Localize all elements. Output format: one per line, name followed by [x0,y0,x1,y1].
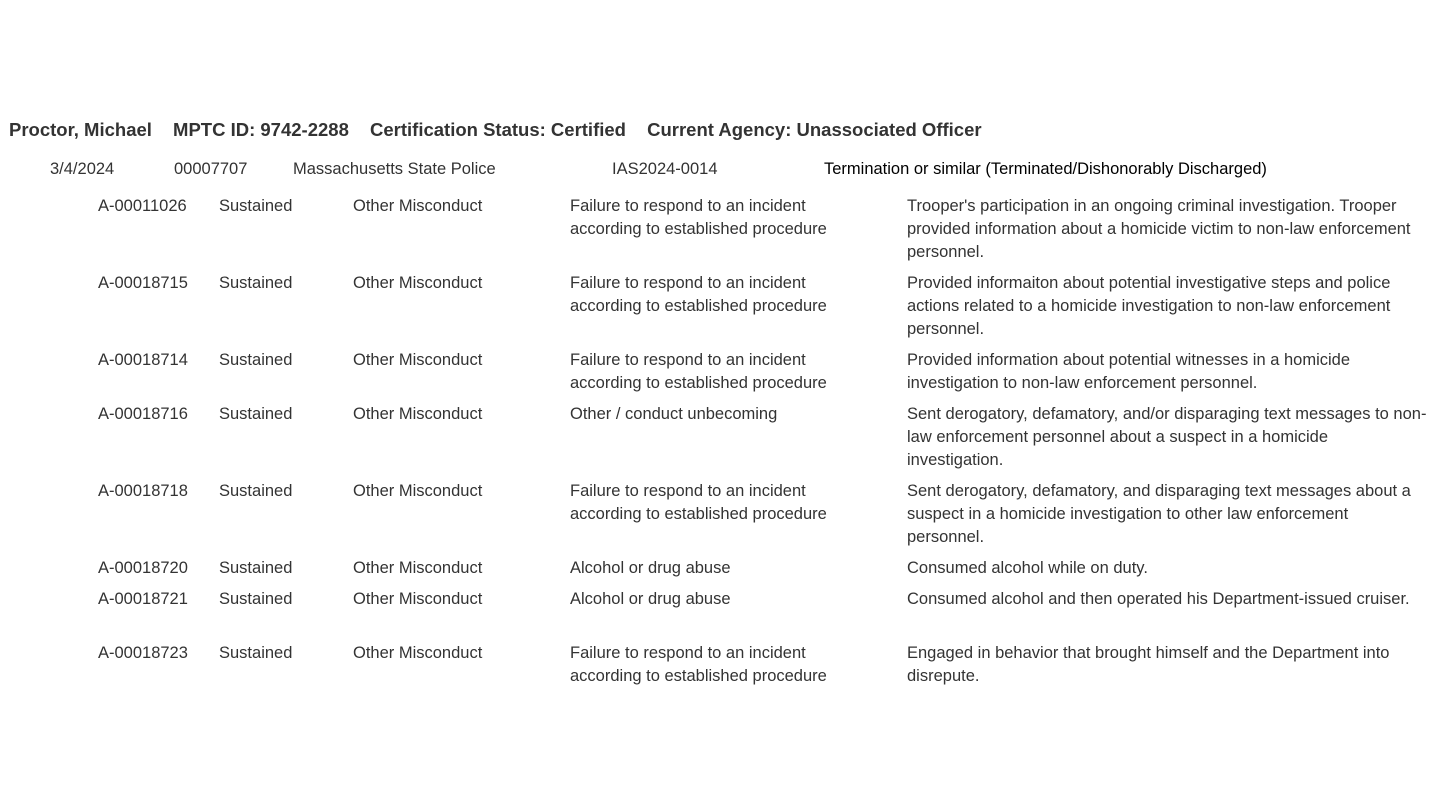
officer-name: Proctor, Michael [9,119,152,140]
ias-number: IAS2024-0014 [612,160,718,178]
allegation-description: Trooper's participation in an ongoing criminal investigation. Trooper provided information about a homicide victim to non-law enforcement personnel. [907,197,1411,261]
allegation-description: Provided information about potential witnesses in a homicide investigation to non-law enforcement personnel. [907,351,1351,392]
case-number: 00007707 [174,160,248,178]
allegation-type: Other Misconduct [353,559,483,577]
allegation-description: Consumed alcohol while on duty. [907,559,1148,577]
current-agency: Current Agency: Unassociated Officer [647,119,982,140]
mptc-id: MPTC ID: 9742-2288 [173,119,349,140]
case-row [0,160,1440,182]
allegation-id: A-00011026 [98,197,187,215]
allegation-type: Other Misconduct [353,590,483,608]
officer-header [9,119,998,141]
allegation-description: Engaged in behavior that brought himself and the Department into disrepute. [907,644,1390,685]
allegation-finding: Sustained [219,482,293,500]
allegation-category: Failure to respond to an incident according to established procedure [570,274,827,315]
allegation-finding: Sustained [219,197,293,215]
allegation-id: A-00018714 [98,351,188,369]
allegation-finding: Sustained [219,405,293,423]
allegation-category: Failure to respond to an incident according to established procedure [570,197,827,238]
allegation-category: Alcohol or drug abuse [570,559,731,577]
case-outcome: Termination or similar (Terminated/Dishonorably Discharged) [824,160,1267,178]
allegation-description: Sent derogatory, defamatory, and/or disparaging text messages to non-law enforcement personnel about a suspect in a homicide investigation. [907,405,1427,469]
allegation-finding: Sustained [219,644,293,662]
allegation-type: Other Misconduct [353,405,483,423]
allegation-type: Other Misconduct [353,644,483,662]
allegation-id: A-00018721 [98,590,188,608]
allegation-category: Alcohol or drug abuse [570,590,731,608]
allegation-id: A-00018718 [98,482,188,500]
case-date: 3/4/2024 [50,160,115,178]
allegation-description: Consumed alcohol and then operated his Department-issued cruiser. [907,590,1410,608]
allegation-id: A-00018723 [98,644,188,662]
allegation-type: Other Misconduct [353,274,483,292]
allegation-description: Sent derogatory, defamatory, and disparaging text messages about a suspect in a homicide investigation to other law enforcement personnel. [907,482,1411,546]
allegation-finding: Sustained [219,351,293,369]
allegation-category: Other / conduct unbecoming [570,405,778,423]
allegation-description: Provided informaiton about potential investigative steps and police actions related to a homicide investigation to non-law enforcement personnel. [907,274,1391,338]
allegation-category: Failure to respond to an incident according to established procedure [570,351,827,392]
allegation-type: Other Misconduct [353,351,483,369]
certification-status: Certification Status: Certified [370,119,626,140]
allegation-type: Other Misconduct [353,197,483,215]
allegation-type: Other Misconduct [353,482,483,500]
allegation-finding: Sustained [219,590,293,608]
allegation-finding: Sustained [219,274,293,292]
case-agency: Massachusetts State Police [293,160,496,178]
allegation-category: Failure to respond to an incident according to established procedure [570,482,827,523]
allegation-id: A-00018715 [98,274,188,292]
allegation-id: A-00018720 [98,559,188,577]
allegation-finding: Sustained [219,559,293,577]
allegation-category: Failure to respond to an incident according to established procedure [570,644,827,685]
allegation-id: A-00018716 [98,405,188,423]
